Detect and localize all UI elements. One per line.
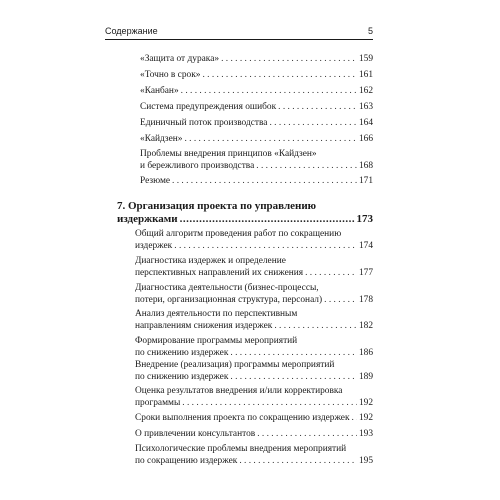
toc-leader (352, 413, 357, 425)
toc-entry[interactable] (135, 413, 373, 425)
toc-entry[interactable] (135, 386, 373, 409)
toc-leader (257, 429, 357, 441)
toc-entry[interactable] (140, 102, 373, 114)
toc-entry-page: 178 (358, 294, 373, 305)
toc-entry-title-line1: Внедрение (реализация) программы мероприятий (135, 360, 335, 370)
toc-entry[interactable] (135, 360, 373, 383)
toc-leader (324, 295, 357, 307)
toc-entry-page: 182 (358, 320, 373, 331)
toc-entry[interactable] (140, 134, 373, 146)
toc-entry[interactable] (135, 256, 373, 279)
toc-entry-title: «Кайдзен» (140, 134, 183, 144)
toc-entry-title: издержек (135, 240, 173, 251)
toc-entry-title-line1: Диагностика издержек и определение (135, 256, 286, 266)
running-header (105, 22, 373, 38)
toc-leader (230, 348, 357, 360)
toc-entry-title: О привлечении консультантов (135, 429, 256, 439)
toc-entry-title: Система предупреждения ошибок (140, 102, 277, 112)
toc-entry-title: перспективных направлений их снижения (135, 267, 304, 278)
toc-entry-title-line1: Психологические проблемы внедрения мероприятий (135, 444, 347, 454)
header-rule (105, 39, 373, 40)
toc-entry[interactable] (140, 176, 373, 188)
toc-entry-page: 189 (358, 371, 373, 382)
toc-entry-page: 168 (358, 160, 373, 171)
toc-entry-title: Сроки выполнения проекта по сокращению издержек (135, 413, 350, 423)
toc-entry-title-line1: Диагностика деятельности (бизнес-процессы, (135, 283, 319, 293)
toc-chapter-heading[interactable] (117, 200, 373, 225)
chapter-title: издержками (117, 212, 178, 225)
toc-entry[interactable] (140, 70, 373, 82)
toc-entry-page: 177 (358, 267, 373, 278)
toc-entry-title: по снижению издержек (135, 347, 229, 358)
toc-entry-page: 161 (358, 70, 373, 80)
toc-entry-page: 174 (358, 240, 373, 251)
toc-entry-title-line1: Проблемы внедрения принципов «Кайдзен» (140, 149, 317, 159)
toc-entry-page: 195 (358, 455, 373, 466)
toc-entry-title: программы (135, 397, 181, 408)
toc-entry[interactable] (140, 149, 373, 172)
toc-leader (172, 176, 357, 188)
toc-entry-title: Резюме (140, 176, 171, 186)
toc-leader (230, 372, 357, 384)
toc-leader (202, 70, 356, 82)
header-title: Содержание (105, 26, 158, 36)
toc-leader (180, 213, 355, 226)
toc-leader (269, 118, 356, 130)
toc-entry-page: 193 (358, 429, 373, 439)
toc-entry[interactable] (135, 336, 373, 359)
toc-entry[interactable] (140, 86, 373, 98)
toc-leader (274, 321, 357, 333)
header-page-number: 5 (367, 26, 373, 36)
toc-entry-page: 192 (358, 397, 373, 408)
toc-leader (305, 268, 357, 280)
toc-leader (221, 54, 357, 66)
toc-leader (278, 102, 357, 114)
toc-entry[interactable] (135, 444, 373, 467)
toc-leader (182, 398, 357, 410)
toc-entry-title-line1: Оценка результатов внедрения и/или корректировка (135, 386, 343, 396)
toc-entry-title: «Точно в срок» (140, 70, 201, 80)
toc-entry-page: 171 (358, 176, 373, 186)
toc-entry-title: «Защита от дурака» (140, 54, 220, 64)
toc-entry-title-line1: Анализ деятельности по перспективным (135, 309, 298, 319)
toc-entry[interactable] (135, 429, 373, 441)
toc-entry-page: 166 (358, 134, 373, 144)
toc-leader (239, 456, 357, 468)
toc-entry[interactable] (135, 309, 373, 332)
toc-entry-page: 164 (358, 118, 373, 128)
toc-entry-title-line1: Общий алгоритм проведения работ по сокращению (135, 229, 342, 239)
toc-entry-title: потери, организационная структура, персонал) (135, 294, 323, 305)
toc-entry-title: по снижению издержек (135, 371, 229, 382)
toc-entry-title: «Канбан» (140, 86, 179, 96)
toc-entry-page: 159 (358, 54, 373, 64)
toc-entry-title: и бережливого производства (140, 160, 255, 171)
toc-entry-page: 162 (358, 86, 373, 96)
toc-leader (181, 86, 357, 98)
toc-entry-title-line1: Формирование программы мероприятий (135, 336, 298, 346)
toc-leader (184, 134, 356, 146)
toc-entry-page: 186 (358, 347, 373, 358)
toc-leader (256, 161, 357, 173)
toc-entry[interactable] (140, 54, 373, 66)
toc-entry-title: Единичный поток производства (140, 118, 268, 128)
toc-entry[interactable] (135, 283, 373, 306)
toc-entry-page: 163 (358, 102, 373, 112)
chapter-title-line1: 7. Организация проекта по управлению (117, 200, 317, 212)
toc-entry-title: по сокращению издержек (135, 455, 238, 466)
toc-entry[interactable] (140, 118, 373, 130)
chapter-page: 173 (356, 212, 373, 225)
toc-entry-title: направлениям снижения издержек (135, 320, 273, 331)
toc-entry-page: 192 (358, 413, 373, 423)
toc-leader (174, 241, 357, 253)
toc-entry[interactable] (135, 229, 373, 252)
